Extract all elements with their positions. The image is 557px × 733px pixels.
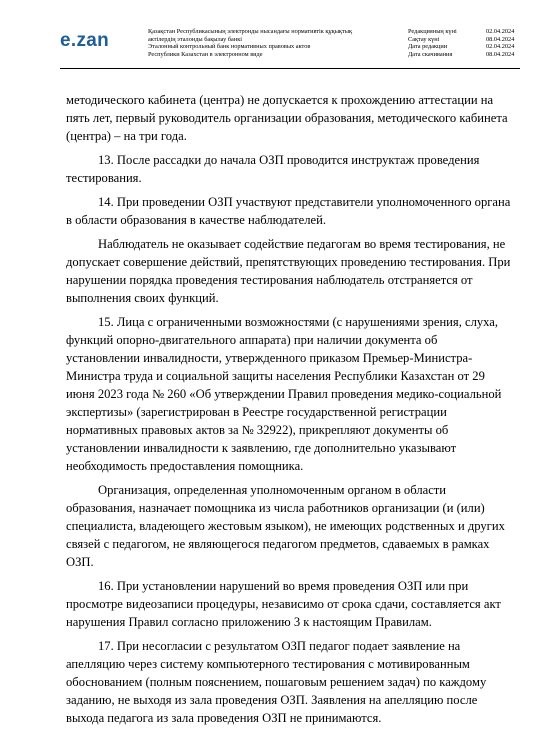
meta-label: Сақтау күні — [408, 35, 440, 43]
paragraph-13: 13. После рассадки до начала ОЗП проводится инструктаж проведения тестирования. — [66, 153, 480, 185]
description-line: Эталонный контрольный банк нормативных правовых актов — [148, 43, 311, 51]
meta-value: 02.04.2024 — [486, 28, 515, 35]
date-meta-table — [408, 28, 520, 58]
document-body — [66, 91, 514, 733]
description-line: Қазақстан Республикасының электронды нысандағы нормативтік құқықтық — [148, 28, 353, 35]
paragraph-15: 15. Лица с ограниченными возможностями (с нарушениями зрения, слуха, функций опорно-двигательного аппарата) при наличии документа об установлении инвалидности, утвержденного приказом Премьер-Министра-Министра труда и социальной защиты населения Республики Казахстан от 29 июня 2023 года № 260 «Об утверждении Правил проведения медико-социальной экспертизы» (зарегистрирован в Реестре государственной регистрации нормативных правовых актов за № 32922), прикрепляют документы об установлении инвалидности к заявлению, где дополнительно указывают необходимость предоставления помощника. — [66, 315, 502, 473]
meta-value: 08.04.2024 — [486, 50, 515, 58]
paragraph-observer: Наблюдатель не оказывает содействие педагогам во время тестирования, не допускает совершение действий, препятствующих проведению тестирования. При нарушении порядка проведения тестирования наблюдатель отстраняется от выполнения своих функций. — [66, 237, 511, 305]
paragraph-assistant: Организация, определенная уполномоченным органом в области образования, назначает помощника из числа работников организации (и (или) специалиста, владеющего жестовым языком), не имеющих родственных и других связей с педагогом, не являющегося педагогом предметов, сдаваемых в рамках ОЗП. — [66, 483, 505, 569]
meta-row-edition-date-kz — [408, 28, 520, 36]
meta-label: Дата редакции — [408, 43, 448, 51]
paragraph-17: 17. При несогласии с результатом ОЗП педагог подает заявление на апелляцию через систему компьютерного тестирования с мотивированным обоснованием (полным пояснением, пошаговым решением задач) по каждому заданию, не выходя из зала проведения ОЗП. Заявления на апелляцию после выхода педагога из зала проведения ОЗП не принимаются. — [66, 639, 487, 725]
description-line: актілердің эталонды бақылау банкі — [148, 35, 243, 43]
header-divider — [60, 68, 520, 69]
paragraph-continuation: методического кабинета (центра) не допускается к прохождению аттестации на пять лет, первый руководитель организации образования, методического кабинета (центра) – на три года. — [66, 93, 508, 143]
paragraph-16: 16. При установлении нарушений во время проведения ОЗП или при просмотре видеозаписи процедуры, независимо от срока сдачи, составляется акт нарушения Правил согласно приложению 3 к настоящим Правилам. — [66, 579, 501, 629]
ezan-logo: e.zan — [60, 30, 110, 51]
description-line: Республики Казахстан в электронном виде — [148, 50, 263, 58]
meta-row-edition-date — [408, 43, 520, 51]
header-description — [148, 28, 398, 58]
meta-row-download-date — [408, 51, 520, 59]
meta-value: 08.04.2024 — [486, 35, 515, 43]
meta-value: 02.04.2024 — [486, 43, 515, 51]
meta-row-save-date-kz — [408, 36, 520, 44]
meta-label: Редакцияның күні — [408, 28, 457, 35]
paragraph-14: 14. При проведении ОЗП участвуют представители уполномоченного органа в области образования в качестве наблюдателей. — [66, 195, 511, 227]
meta-label: Дата скачивания — [408, 50, 453, 58]
document-header — [0, 0, 557, 68]
